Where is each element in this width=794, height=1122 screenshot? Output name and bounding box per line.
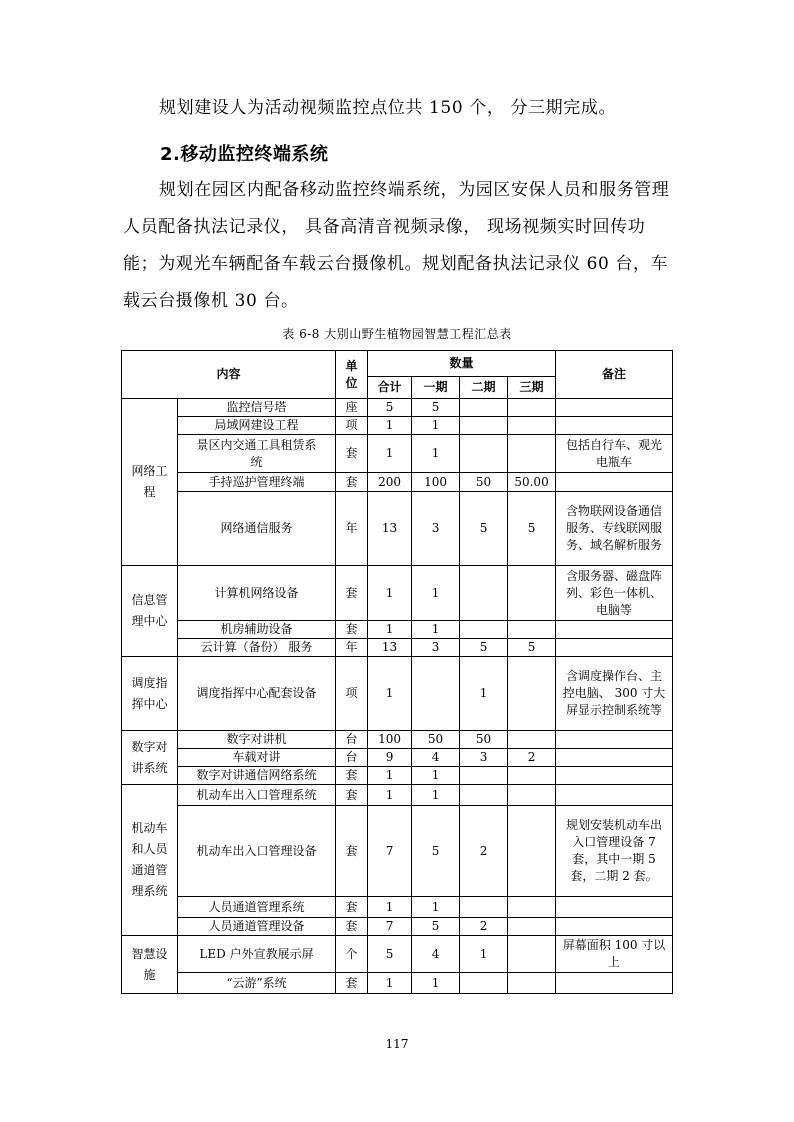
phase3-cell: [508, 973, 556, 994]
phase2-cell: 50: [460, 473, 508, 492]
total-cell: 1: [368, 621, 412, 639]
total-cell: 13: [368, 639, 412, 657]
item-cell: 机动车出入口管理系统: [178, 785, 336, 806]
unit-cell: 项: [336, 657, 368, 731]
unit-cell: 套: [336, 566, 368, 621]
note-cell: [556, 918, 673, 936]
item-cell: 人员通道管理系统: [178, 897, 336, 918]
phase1-cell: 1: [412, 973, 460, 994]
phase1-cell: 1: [412, 417, 460, 435]
unit-cell: 项: [336, 417, 368, 435]
item-cell: 人员通道管理设备: [178, 918, 336, 936]
phase1-cell: 1: [412, 897, 460, 918]
table-row: [122, 566, 673, 621]
header-phase1: 一期: [412, 377, 460, 399]
note-cell: [556, 767, 673, 785]
unit-cell: 座: [336, 399, 368, 417]
phase2-cell: 3: [460, 749, 508, 767]
phase1-cell: 3: [412, 639, 460, 657]
phase1-cell: 4: [412, 749, 460, 767]
note-cell: [556, 473, 673, 492]
table-row: [122, 731, 673, 749]
table-row: [122, 657, 673, 731]
phase1-cell: 1: [412, 767, 460, 785]
phase2-cell: 5: [460, 639, 508, 657]
phase2-cell: [460, 566, 508, 621]
unit-cell: 套: [336, 621, 368, 639]
unit-cell: 年: [336, 492, 368, 566]
phase2-cell: 1: [460, 657, 508, 731]
phase3-cell: 5: [508, 492, 556, 566]
phase1-cell: 1: [412, 566, 460, 621]
total-cell: 13: [368, 492, 412, 566]
phase3-cell: [508, 435, 556, 473]
item-cell: 网络通信服务: [178, 492, 336, 566]
phase2-cell: [460, 767, 508, 785]
phase2-cell: 2: [460, 918, 508, 936]
header-phase3: 三期: [508, 377, 556, 399]
total-cell: 1: [368, 435, 412, 473]
item-cell: LED 户外宣教展示屏: [178, 936, 336, 973]
phase1-cell: 100: [412, 473, 460, 492]
item-cell: 监控信号塔: [178, 399, 336, 417]
item-cell: 局域网建设工程: [178, 417, 336, 435]
phase3-cell: 50.00: [508, 473, 556, 492]
header-phase2: 二期: [460, 377, 508, 399]
total-cell: 9: [368, 749, 412, 767]
total-cell: 1: [368, 785, 412, 806]
total-cell: 5: [368, 936, 412, 973]
note-cell: [556, 621, 673, 639]
header-quantity: 数量: [368, 351, 556, 377]
header-content: 内容: [122, 351, 336, 399]
group-cell: 网络工程: [122, 399, 178, 566]
page-number: 117: [385, 1037, 409, 1051]
phase3-cell: [508, 731, 556, 749]
table-row: [122, 639, 673, 657]
unit-cell: 台: [336, 749, 368, 767]
table-row: [122, 936, 673, 973]
phase1-cell: 3: [412, 492, 460, 566]
phase1-cell: [412, 657, 460, 731]
note-cell: 规划安装机动车出入口管理设备 7 套，其中一期 5 套，二期 2 套。: [556, 806, 673, 897]
item-cell: 机房辅助设备: [178, 621, 336, 639]
item-cell: 计算机网络设备: [178, 566, 336, 621]
note-cell: 含物联网设备通信服务、专线联网服务、域名解析服务: [556, 492, 673, 566]
phase3-cell: 2: [508, 749, 556, 767]
phase1-cell: 5: [412, 918, 460, 936]
phase3-cell: [508, 767, 556, 785]
total-cell: 100: [368, 731, 412, 749]
total-cell: 1: [368, 417, 412, 435]
phase2-cell: 50: [460, 731, 508, 749]
group-cell: 机动车和人员通道管理系统: [122, 785, 178, 936]
note-cell: 含调度操作台、主控电脑、 300 寸大屏显示控制系统等: [556, 657, 673, 731]
unit-cell: 套: [336, 785, 368, 806]
phase1-cell: 1: [412, 621, 460, 639]
group-cell: 调度指挥中心: [122, 657, 178, 731]
note-cell: 含服务器、磁盘阵列、彩色一体机、电脑等: [556, 566, 673, 621]
note-cell: [556, 897, 673, 918]
phase2-cell: [460, 435, 508, 473]
item-cell: 车载对讲: [178, 749, 336, 767]
note-cell: [556, 399, 673, 417]
total-cell: 1: [368, 973, 412, 994]
table-caption: 表 6-8 大别山野生植物园智慧工程汇总表: [282, 327, 512, 341]
total-cell: 5: [368, 399, 412, 417]
unit-cell: 套: [336, 435, 368, 473]
phase1-cell: 5: [412, 399, 460, 417]
total-cell: 1: [368, 566, 412, 621]
phase3-cell: 5: [508, 639, 556, 657]
unit-cell: 套: [336, 767, 368, 785]
total-cell: 7: [368, 806, 412, 897]
phase2-cell: [460, 973, 508, 994]
table-row: [122, 897, 673, 918]
unit-cell: 套: [336, 473, 368, 492]
note-cell: 屏幕面积 100 寸以上: [556, 936, 673, 973]
phase2-cell: 5: [460, 492, 508, 566]
phase3-cell: [508, 897, 556, 918]
phase2-cell: 2: [460, 806, 508, 897]
table-body: [122, 399, 673, 994]
header-unit: 单位: [336, 351, 368, 399]
phase2-cell: 1: [460, 936, 508, 973]
unit-cell: 年: [336, 639, 368, 657]
table-row: [122, 435, 673, 473]
phase3-cell: [508, 417, 556, 435]
total-cell: 1: [368, 897, 412, 918]
phase1-cell: 50: [412, 731, 460, 749]
phase3-cell: [508, 399, 556, 417]
section-heading: 2.移动监控终端系统: [160, 144, 329, 165]
note-cell: [556, 731, 673, 749]
total-cell: 1: [368, 657, 412, 731]
summary-table: [121, 350, 673, 994]
item-cell: 数字对讲通信网络系统: [178, 767, 336, 785]
phase2-cell: [460, 399, 508, 417]
header-total: 合计: [368, 377, 412, 399]
phase1-cell: 1: [412, 785, 460, 806]
table-row: [122, 785, 673, 806]
item-cell: “云游”系统: [178, 973, 336, 994]
item-cell: 云计算（备份） 服务: [178, 639, 336, 657]
phase3-cell: [508, 566, 556, 621]
item-cell: 数字对讲机: [178, 731, 336, 749]
header-note: 备注: [556, 351, 673, 399]
note-cell: 包括自行车、观光电瓶车: [556, 435, 673, 473]
note-cell: [556, 973, 673, 994]
phase1-cell: 4: [412, 936, 460, 973]
table-row: [122, 417, 673, 435]
note-cell: [556, 639, 673, 657]
phase1-cell: 1: [412, 435, 460, 473]
table-row: [122, 749, 673, 767]
group-cell: 智慧设施: [122, 936, 178, 994]
table-row: [122, 399, 673, 417]
unit-cell: 套: [336, 806, 368, 897]
intro-paragraph: 规划建设人为活动视频监控点位共 150 个， 分三期完成。: [159, 98, 617, 118]
phase3-cell: [508, 657, 556, 731]
phase2-cell: [460, 621, 508, 639]
total-cell: 200: [368, 473, 412, 492]
item-cell: 手持巡护管理终端: [178, 473, 336, 492]
phase2-cell: [460, 897, 508, 918]
phase2-cell: [460, 785, 508, 806]
table-row: [122, 918, 673, 936]
note-cell: [556, 749, 673, 767]
table-row: [122, 767, 673, 785]
item-cell: 机动车出入口管理设备: [178, 806, 336, 897]
item-cell: 调度指挥中心配套设备: [178, 657, 336, 731]
table-row: [122, 806, 673, 897]
unit-cell: 套: [336, 973, 368, 994]
phase3-cell: [508, 785, 556, 806]
phase1-cell: 5: [412, 806, 460, 897]
unit-cell: 套: [336, 897, 368, 918]
phase3-cell: [508, 936, 556, 973]
unit-cell: 套: [336, 918, 368, 936]
phase3-cell: [508, 918, 556, 936]
table-row: [122, 621, 673, 639]
body-paragraph: 规划在园区内配备移动监控终端系统，为园区安保人员和服务管理人员配备执法记录仪， 具备高清音视频录像， 现场视频实时回传功能；为观光车辆配备车载云台摄像机。规划配备执法记录仪 60 台，车载云台摄像机 30 台。: [123, 180, 670, 311]
table-row: [122, 473, 673, 492]
table-row: [122, 973, 673, 994]
note-cell: [556, 785, 673, 806]
table-row: [122, 492, 673, 566]
total-cell: 7: [368, 918, 412, 936]
group-cell: 信息管理中心: [122, 566, 178, 657]
unit-cell: 个: [336, 936, 368, 973]
total-cell: 1: [368, 767, 412, 785]
unit-cell: 台: [336, 731, 368, 749]
phase3-cell: [508, 621, 556, 639]
item-cell: 景区内交通工具租赁系统: [178, 435, 336, 473]
phase3-cell: [508, 806, 556, 897]
group-cell: 数字对讲系统: [122, 731, 178, 785]
phase2-cell: [460, 417, 508, 435]
note-cell: [556, 417, 673, 435]
